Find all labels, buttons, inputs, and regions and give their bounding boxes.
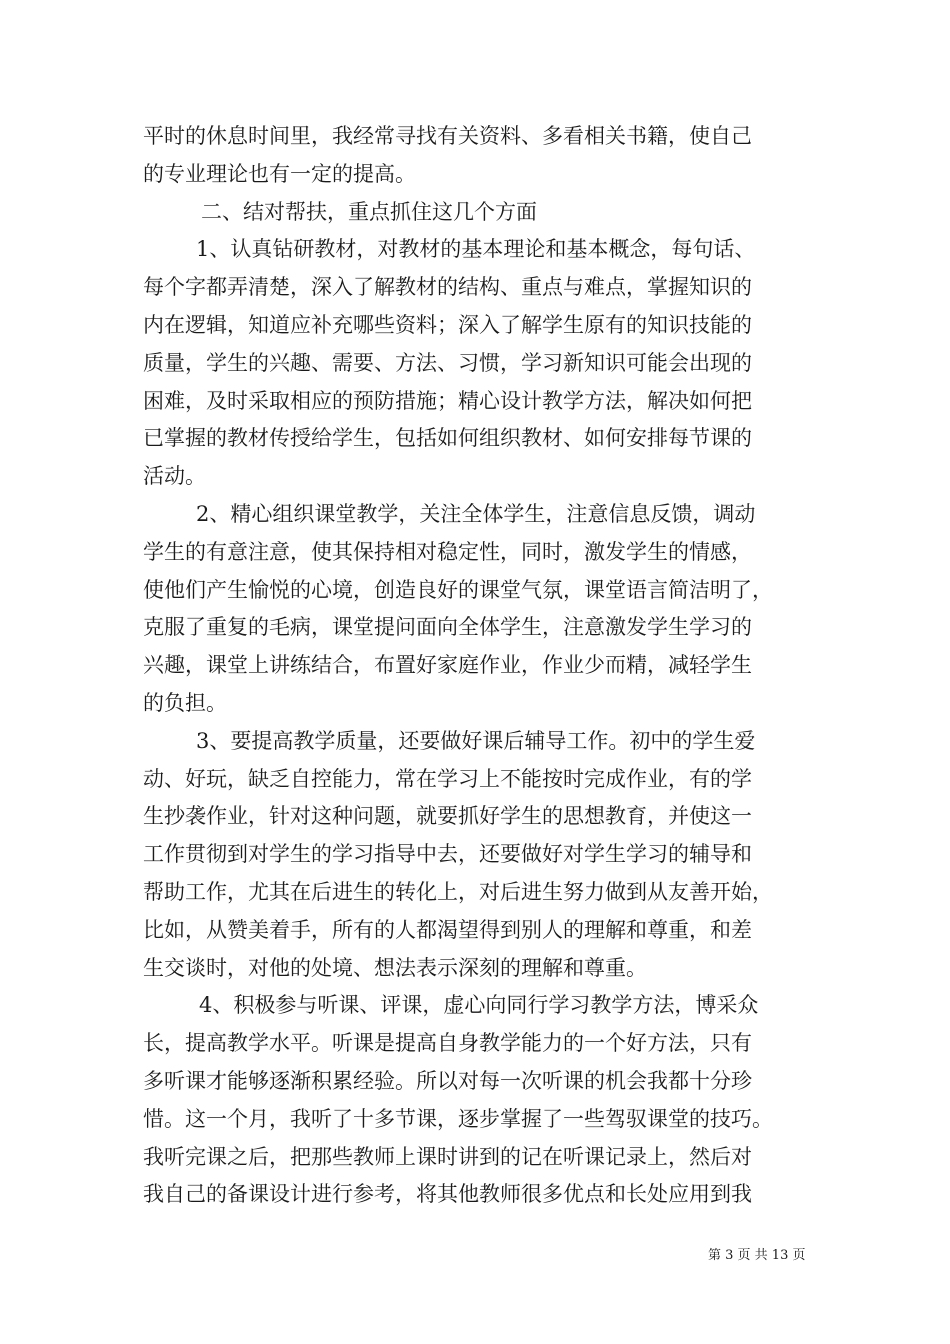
text-line: 惜。这一个月，我听了十多节课，逐步掌握了一些驾驭课堂的技巧。 — [143, 1106, 773, 1131]
text-line: 每个字都弄清楚，深入了解教材的结构、重点与难点，掌握知识的 — [143, 275, 752, 300]
text-line: 已掌握的教材传授给学生，包括如何组织教材、如何安排每节课的 — [143, 426, 752, 451]
paragraph-first-line: 3、要提高教学质量，还要做好课后辅导工作。初中的学生爱 — [196, 728, 756, 753]
text-line: 比如，从赞美着手，所有的人都渴望得到别人的理解和尊重，和差 — [143, 917, 752, 942]
text-line: 长，提高教学水平。听课是提高自身教学能力的一个好方法，只有 — [143, 1031, 752, 1056]
text-line: 兴趣，课堂上讲练结合，布置好家庭作业，作业少而精，减轻学生 — [143, 653, 752, 678]
paragraph-first-line: 1、认真钻研教材，对教材的基本理论和基本概念，每句话、 — [196, 237, 756, 262]
text-line: 使他们产生愉悦的心境，创造良好的课堂气氛，课堂语言简洁明了， — [143, 577, 773, 602]
text-line: 动、好玩，缺乏自控能力，常在学习上不能按时完成作业，有的学 — [143, 766, 752, 791]
text-line: 工作贯彻到对学生的学习指导中去，还要做好对学生学习的辅导和 — [143, 842, 752, 867]
text-line: 平时的休息时间里，我经常寻找有关资料、多看相关书籍，使自己 — [143, 124, 752, 148]
text-line: 克服了重复的毛病，课堂提问面向全体学生，注意激发学生学习的 — [143, 615, 752, 640]
text-line: 的负担。 — [143, 690, 227, 715]
text-line: 活动。 — [143, 464, 206, 489]
section-heading: 二、结对帮扶，重点抓住这几个方面 — [201, 199, 537, 224]
text-line: 我自己的备课设计进行参考，将其他教师很多优点和长处应用到我 — [143, 1182, 752, 1207]
document-body — [143, 118, 809, 1214]
text-line: 质量，学生的兴趣、需要、方法、习惯，学习新知识可能会出现的 — [143, 350, 752, 375]
text-line: 困难，及时采取相应的预防措施；精心设计教学方法，解决如何把 — [143, 388, 752, 413]
text-line: 的专业理论也有一定的提高。 — [143, 161, 416, 186]
text-line: 学生的有意注意，使其保持相对稳定性，同时，激发学生的情感， — [143, 539, 752, 564]
text-line: 多听课才能够逐渐积累经验。所以对每一次听课的机会我都十分珍 — [143, 1068, 752, 1093]
paragraph-first-line: 2、精心组织课堂教学，关注全体学生，注意信息反馈，调动 — [196, 501, 756, 526]
text-line: 生交谈时，对他的处境、想法表示深刻的理解和尊重。 — [143, 955, 647, 980]
paragraph-first-line: 4、积极参与听课、评课，虚心向同行学习教学方法，博采众 — [199, 993, 759, 1018]
text-line: 内在逻辑，知道应补充哪些资料；深入了解学生原有的知识技能的 — [143, 312, 752, 337]
text-line: 帮助工作，尤其在后进生的转化上，对后进生努力做到从友善开始， — [143, 879, 773, 904]
text-line: 生抄袭作业，针对这种问题，就要抓好学生的思想教育，并使这一 — [143, 804, 752, 829]
text-line: 我听完课之后，把那些教师上课时讲到的记在听课记录上，然后对 — [143, 1144, 752, 1169]
page-number: 第 3 页 共 13 页 — [708, 1248, 806, 1263]
